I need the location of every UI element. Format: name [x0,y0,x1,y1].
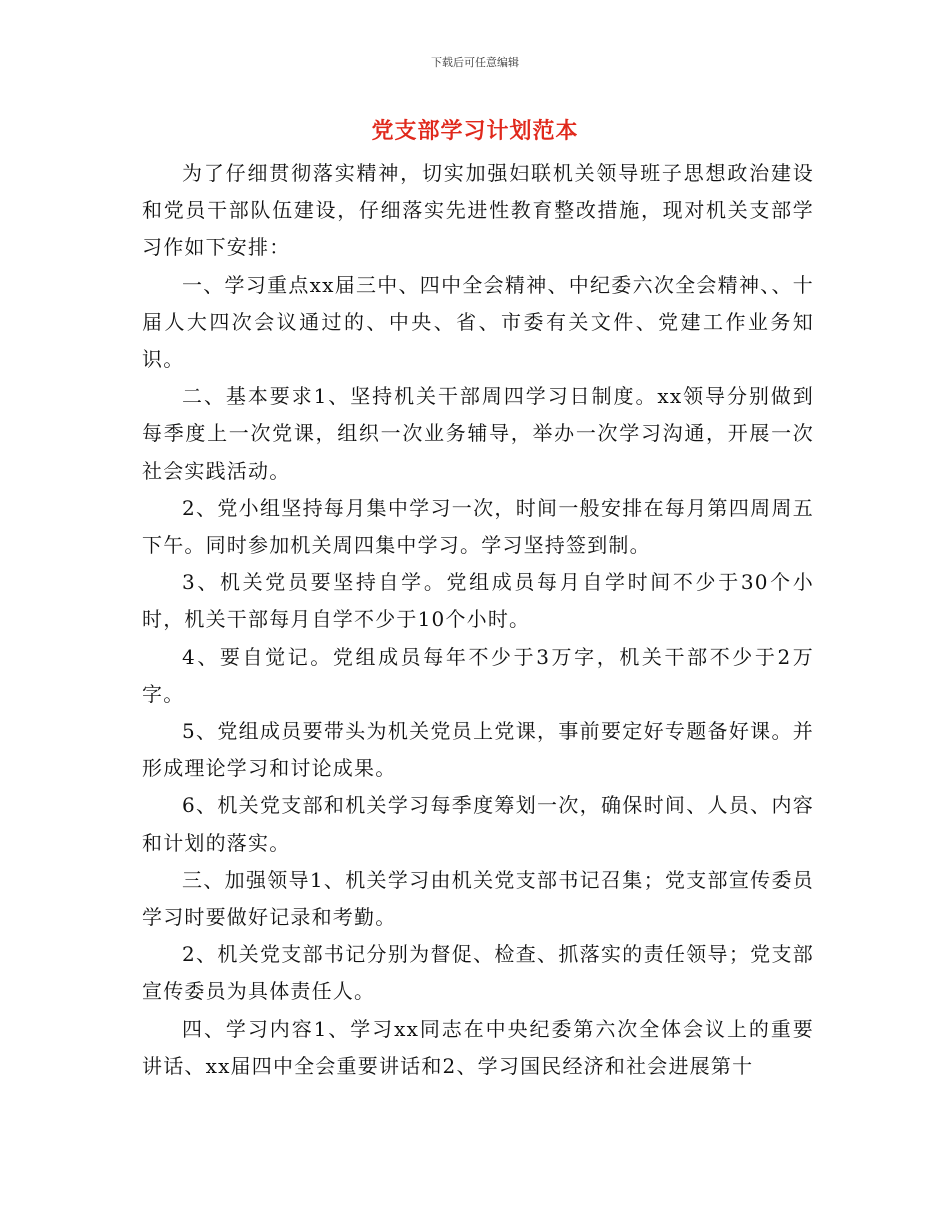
paragraph-item-5: 5、党组成员要带头为机关党员上党课，事前要定好专题备好课。并形成理论学习和讨论成果。 [142,719,814,781]
paragraph-item-6: 6、机关党支部和机关学习每季度筹划一次，确保时间、人员、内容和计划的落实。 [142,793,814,855]
paragraph-item-3: 3、机关党员要坚持自学。党组成员每月自学时间不少于30个小时，机关干部每月自学不少于10个小时。 [142,570,814,632]
paragraph-leadership-2: 2、机关党支部书记分别为督促、检查、抓落实的责任领导；党支部宣传委员为具体责任人。 [142,942,814,1004]
paragraph-leadership: 三、加强领导1、机关学习由机关党支部书记召集；党支部宣传委员学习时要做好记录和考勤。 [142,867,814,930]
paragraph-basic-requirements: 二、基本要求1、坚持机关干部周四学习日制度。xx领导分别做到每季度上一次党课，组织一次业务辅导，举办一次学习沟通，开展一次社会实践活动。 [142,384,814,483]
header-note: 下载后可任意编辑 [431,56,519,69]
paragraph-study-focus: 一、学习重点xx届三中、四中全会精神、中纪委六次全会精神、、十届人大四次会议通过的、中央、省、市委有关文件、党建工作业务知识。 [142,272,814,372]
paragraph-intro: 为了仔细贯彻落实精神，切实加强妇联机关领导班子思想政治建设和党员干部队伍建设，仔细落实先进性教育整改措施，现对机关支部学习作如下安排： [142,161,814,260]
document-body [142,155,814,1085]
paragraph-item-4: 4、要自觉记。党组成员每年不少于3万字，机关干部不少于2万字。 [142,644,814,706]
paragraph-item-2: 2、党小组坚持每月集中学习一次，时间一般安排在每月第四周周五下午。同时参加机关周四集中学习。学习坚持签到制。 [142,495,814,558]
document-title: 党支部学习计划范本 [371,119,579,144]
paragraph-study-content: 四、学习内容1、学习xx同志在中央纪委第六次全体会议上的重要讲话、xx届四中全会重要讲话和2、学习国民经济和社会进展第十 [142,1016,814,1078]
